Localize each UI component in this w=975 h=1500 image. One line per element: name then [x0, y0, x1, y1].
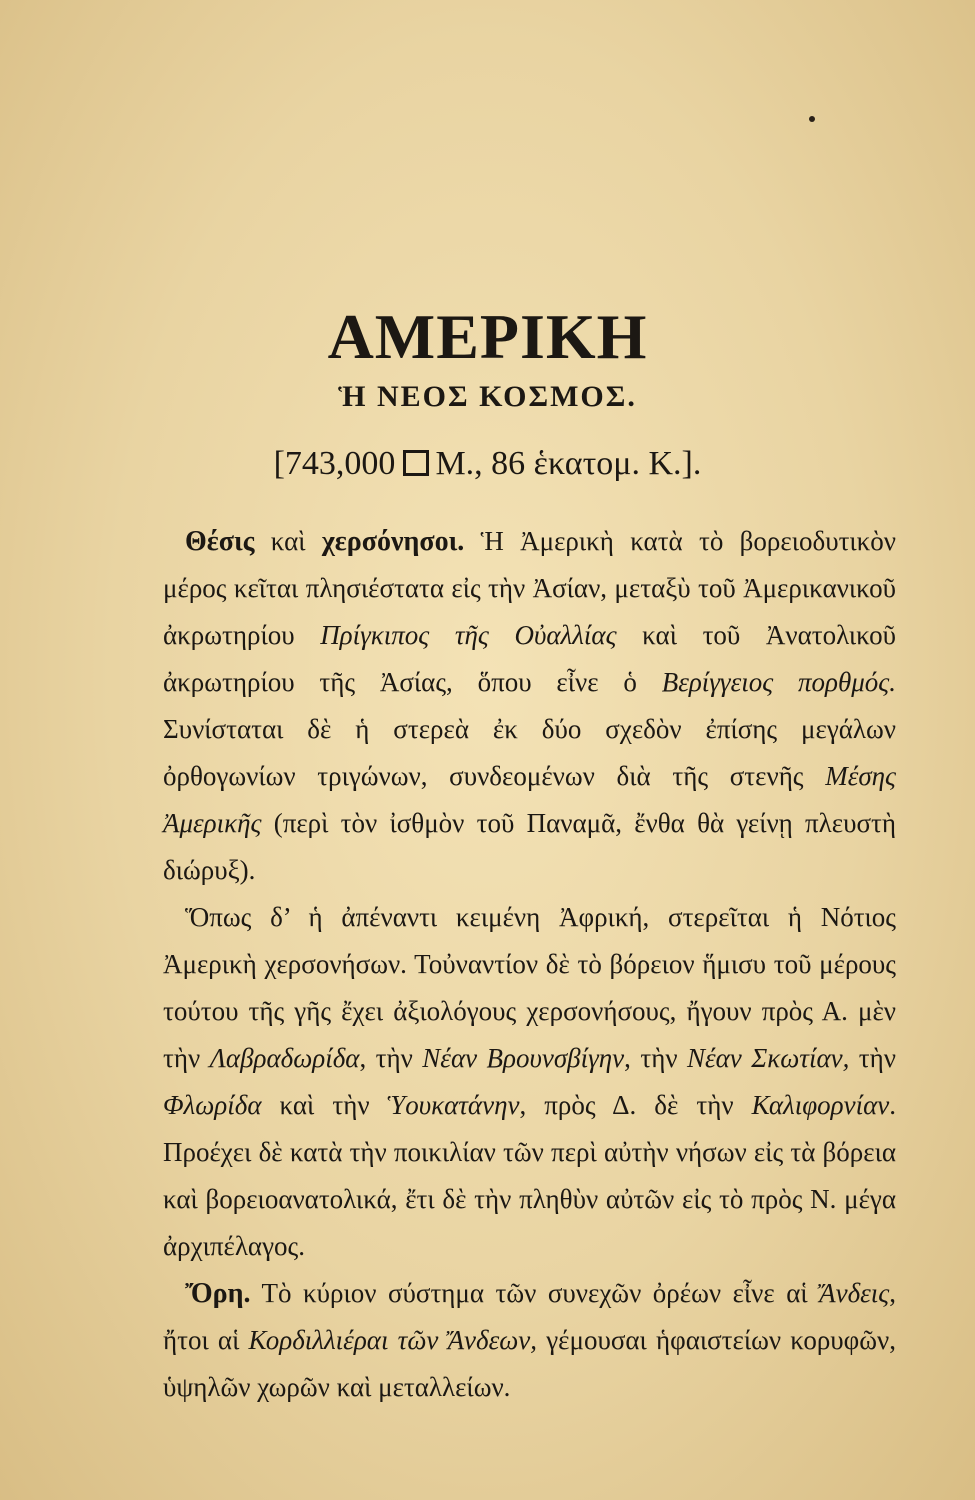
place-name: Λαβραδωρίδα [209, 1043, 360, 1073]
text-run: . Προέχει δὲ κατὰ τὴν ποικιλίαν τῶν περὶ αὐτὴν νήσων εἰς τὰ βόρεια καὶ βορειοανατολικά, ἔτι δὲ τὴν πληθὺν αὐτῶν εἰς τὸ πρὸς Ν. μέγα ἀρχιπέλαγος. [163, 1090, 896, 1261]
place-name: Νέαν Βρουνσβίγην [422, 1043, 625, 1073]
text-run: Ἡ Ἀμερικὴ κατὰ τὸ βορειοδυτικὸν μέρος κεῖται πλησιέστατα εἰς τὴν Ἀσίαν, μεταξὺ τοῦ Ἀμερικανικοῦ ἀκρωτηρίου [163, 526, 896, 650]
place-name: Φλωρίδα [163, 1090, 262, 1120]
text-run: , πρὸς Δ. δὲ τὴν [519, 1090, 752, 1120]
text-run: καὶ τοῦ Ἀνατολικοῦ ἀκρωτηρίου τῆς Ἀσίας, ὅπου εἶνε ὁ [163, 620, 897, 697]
section-heading-peninsulas: χερσόνησοι. [321, 526, 465, 557]
paragraph-peninsulas-list [163, 894, 896, 1270]
heading-joiner: καὶ [254, 526, 322, 556]
text-run: τὴν [849, 1043, 896, 1073]
place-name: Κορδιλλιέραι τῶν Ἄνδεων, [248, 1325, 538, 1355]
place-name: Μέσης Ἀμερικῆς [163, 761, 896, 838]
area-population-stats [0, 445, 975, 483]
place-name: Καλιφορνίαν [751, 1090, 890, 1120]
square-icon [403, 450, 429, 476]
section-heading-position: Θέσις [185, 526, 255, 557]
place-name: Βερίγγειος πορθμός. [661, 667, 896, 697]
text-run: Συνίσταται δὲ ἡ στερεὰ ἐκ δύο σχεδὸν ἐπίσης μεγάλων ὀρθογωνίων τριγώνων, συνδεομένων διὰ τῆς στενῆς [163, 714, 896, 791]
text-run: Τὸ κύριον σύστημα τῶν συνεχῶν ὀρέων εἶνε αἱ [250, 1278, 820, 1308]
ink-speck [809, 116, 815, 122]
place-name: Ἄνδεις [819, 1278, 890, 1308]
subtitle: Ἡ ΝΕΟΣ ΚΟΣΜΟΣ. [338, 380, 637, 413]
text-run: καὶ τὴν [261, 1090, 388, 1120]
section-heading-mountains: Ὄρη. [185, 1278, 251, 1309]
place-name: Πρίγκιπος τῆς Οὐαλλίας [320, 620, 617, 650]
text-run: (περὶ τὸν ἰσθμὸν τοῦ Παναμᾶ, ἔνθα θὰ γείνῃ πλευστὴ διώρυξ). [163, 808, 896, 885]
paragraph-mountains [163, 1270, 896, 1411]
text-run: γέμουσαι ἡφαιστείων κορυφῶν, ὑψηλῶν χωρῶν καὶ μεταλλείων. [163, 1325, 896, 1402]
text-run: , τὴν [359, 1043, 423, 1073]
text-run: Ὅπως δ’ ἡ ἀπέναντι κειμένη Ἀφρική, στερεῖται ἡ Νότιος Ἀμερικὴ χερσονήσων. Τοὐναντίον δὲ τὸ βόρειον ἥμισυ τοῦ μέρους τούτου τῆς γῆς ἔχει ἀξιολόγους χερσονήσους, ἤγουν πρὸς Α. μὲν τὴν [163, 902, 896, 1073]
text-run: , ἤτοι αἱ [163, 1278, 896, 1355]
page-title: ΑΜΕΡΙΚΗ [327, 300, 648, 372]
text-run: , τὴν [624, 1043, 687, 1073]
article-body [163, 518, 896, 1411]
stats-area: [743,000 [273, 445, 396, 482]
place-name: Νέαν Σκωτίαν, [686, 1043, 850, 1073]
stats-rest: Μ., 86 ἑκατομ. Κ.]. [435, 445, 702, 482]
paragraph-position-peninsulas [163, 518, 896, 894]
place-name: Ὑουκατάνην [387, 1090, 520, 1120]
